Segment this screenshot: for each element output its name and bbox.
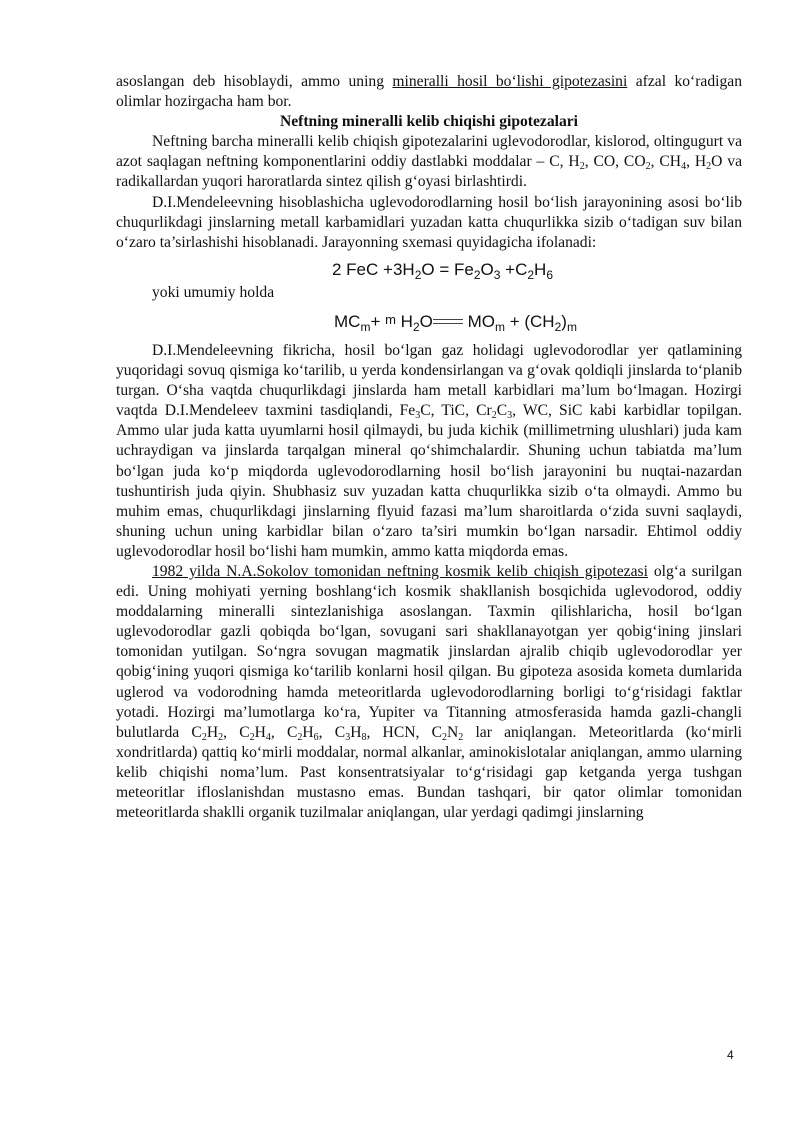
text: , CO, CO: [584, 153, 646, 171]
equation-1: [116, 253, 742, 283]
eq-text: H: [534, 259, 547, 279]
eq-text: O: [419, 311, 433, 331]
eq-text: O = Fe: [421, 259, 474, 279]
subscript: 2: [554, 319, 562, 334]
document-page: [116, 72, 742, 823]
text: asoslangan deb hisoblaydi, ammo uning: [116, 73, 393, 90]
subscript: 2: [249, 731, 255, 743]
subscript: 2: [297, 731, 303, 743]
text: H: [302, 723, 314, 741]
eq-coefficient: m: [385, 311, 396, 327]
paragraph-mendeleev: D.I.Mendeleevning hisoblashicha uglevodorodlarning hosil bo‘lish jarayonining asosi bo‘lib chuqurlikdagi jinslarning metall karbamidlari yuzadan katta chuqurlikka sizib o‘tadigan suv bilan o‘zaro ta’sirlashishi hisoblanadi. Jarayonning sxemasi quyidagicha ifolanadi:: [116, 193, 742, 251]
subscript: 6: [546, 267, 554, 282]
eq-text: +C: [500, 259, 528, 279]
subscript: 4: [681, 161, 687, 173]
page-number: 4: [727, 1048, 734, 1062]
text: , C: [318, 723, 346, 741]
subscript: 2: [491, 410, 497, 422]
text: , CH: [650, 153, 682, 171]
paragraph-cosmic: [116, 562, 742, 823]
subscript: 4: [265, 731, 271, 743]
text: , HCN, C: [366, 723, 442, 741]
subscript: 2: [414, 267, 422, 282]
text: H: [350, 723, 362, 741]
subscript: m: [360, 319, 371, 334]
text: , H: [686, 153, 707, 171]
paragraph-synthesis: [116, 132, 742, 192]
subscript: 2: [218, 731, 224, 743]
eq-text: +: [370, 311, 386, 331]
paragraph-carbides: [116, 341, 742, 562]
text: H: [254, 723, 266, 741]
text: C, TiC, Cr: [420, 402, 492, 420]
subscript: 3: [345, 731, 351, 743]
subscript: 2: [412, 319, 420, 334]
eq-text: O: [480, 259, 494, 279]
paragraph-intro: [116, 72, 742, 112]
text: afzal ko‘radigan olimlar hozirgacha ham bor.: [116, 73, 742, 111]
equilibrium-arrow-icon: [433, 317, 463, 327]
text: C: [496, 402, 508, 420]
text: , C: [270, 723, 298, 741]
text: , WC, SiC kabi karbidlar topilgan. Ammo ular juda katta uyumlarni hosil qilmaydi, bu juda kichik (millimetrning ulushlari) juda kam uchraydigan va jinslarda tarqalgan mineral qo‘shimchalardir. Shuning uchun tabiatda ma’lum bo‘lgan juda ko‘p miqdorda uglevodorodlarning hosil bo‘lish jarayonini bu nuqtai-nazardan tushuntirish juda qiyin. Shubhasiz suv yuzadan katta chuqurlikka sizib o‘ta olmaydi. Ammo bu muhim emas, chuqurlikdagi jinslarning flyuid fazasi ma’lum sharoitlarda o‘zida suvni saqlaydi, shuning uchun uning karbidlar bilan o‘zaro ta’siri mumkin bo‘lgan narsadir. Ehtimol oddiy uglevodorodlar hosil bo‘lishi ham mumkin, ammo katta miqdorda emas.: [116, 402, 742, 560]
paragraph-general: yoki umumiy holda: [152, 283, 275, 301]
subscript: 2: [201, 731, 207, 743]
subscript: 2: [458, 731, 464, 743]
text: Neftning barcha mineralli kelib chiqish gipotezalarini uglevodorodlar, kislorod, oltingugurt va azot saqlagan neftning komponentlarini oddiy dastlabki moddalar – C, H: [116, 133, 742, 171]
section-title: Neftning mineralli kelib chiqishi gipotezalari: [279, 113, 579, 131]
text: D.I.Mendeleevning fikricha, hosil bo‘lgan gaz holidagi uglevodorodlar yer qatlamining yuqoridagi sovuq qismiga ko‘tarilib, u yerda kondensirlangan va g‘ovak qoldiqli jinslarda to‘planib turgan. O‘sha vaqtda chuqurlikdagi jinslarda ham metall karbidlari ma’lum bo‘lmagan. Hozirgi vaqtda D.I.Mendeleev taxmini tasdiqlandi, Fe: [116, 341, 742, 420]
eq-text: H: [395, 311, 413, 331]
text: lar aniqlangan. Meteoritlarda (ko‘mirli xondritlarda) qattiq ko‘mirli moddalar, normal alkanlar, aminokislotalar aniqlangan, ammo ularning kelib chiqishi noma’lum. Past konsentratsiyalar to‘g‘risidagi gap ketganda yerga tushgan meteoritlar ifloslanishdan mustasno emas. Bundan tashqari, bir qator olimlar tomonidan meteoritlarda shaklli organik tuzilmalar aniqlangan, ular yerdagi qadimgi jinslarning: [116, 723, 743, 822]
subscript: 2: [527, 267, 535, 282]
text: N: [447, 723, 459, 741]
eq-text: ): [561, 311, 567, 331]
subscript: 2: [706, 161, 712, 173]
eq-text: MC: [334, 311, 361, 331]
subscript: 2: [579, 161, 585, 173]
subscript: 3: [493, 267, 501, 282]
subscript: 6: [313, 731, 319, 743]
subscript: 2: [645, 161, 651, 173]
text: , C: [223, 723, 250, 741]
text: O va radikallardan yuqori haroratlarda sintez qilish g‘oyasi birlashtirdi.: [116, 153, 743, 191]
subscript: 2: [473, 267, 481, 282]
subscript: 3: [415, 410, 421, 422]
text: olg‘a surilgan edi. Uning mohiyati yerning boshlang‘ich kosmik shakllanish bosqichida uglevodorod, oddiy moddalarning mineralli sintezlanishiga asoslangan. Taxmin qilishlaricha, hosil bo‘lgan uglevodorodlar gazli qobiqda bo‘lgan, sovugani sari shakllanayotgan yer qobig‘ining jinslari tomonidan yutilgan. So‘ngra sovugan magmatik jinslardan ajralib chiqib uglevodorodlar yer qobig‘ining yuqori qismiga ko‘tarilib konlarni hosil qilgan. Bu gipoteza asosida kometa dumlarida uglerod va vodorodning hamda meteoritlarda uglevodorodlarning borligi to‘g‘risidagi faktlar yotadi. Hozirgi ma’lumotlarga ko‘ra, Yupiter va Titanning atmosferasida hamda gazli-changli bulutlarda C: [116, 562, 743, 741]
subscript: 3: [507, 410, 513, 422]
subscript: m: [494, 319, 505, 334]
equation-2: [116, 303, 742, 333]
underlined-phrase: 1982 yilda N.A.Sokolov tomonidan neftning kosmik kelib chiqish gipotezasi: [152, 562, 648, 580]
subscript: 8: [361, 731, 367, 743]
underlined-phrase: mineralli hosil bo‘lishi gipotezasini: [392, 73, 628, 90]
subscript: 2: [442, 731, 447, 743]
eq-text: MO: [462, 311, 495, 331]
eq-text: + (CH: [504, 311, 555, 331]
text: H: [206, 723, 219, 741]
eq-text: 2 FeC +3H: [332, 259, 415, 279]
subscript: m: [566, 319, 577, 334]
